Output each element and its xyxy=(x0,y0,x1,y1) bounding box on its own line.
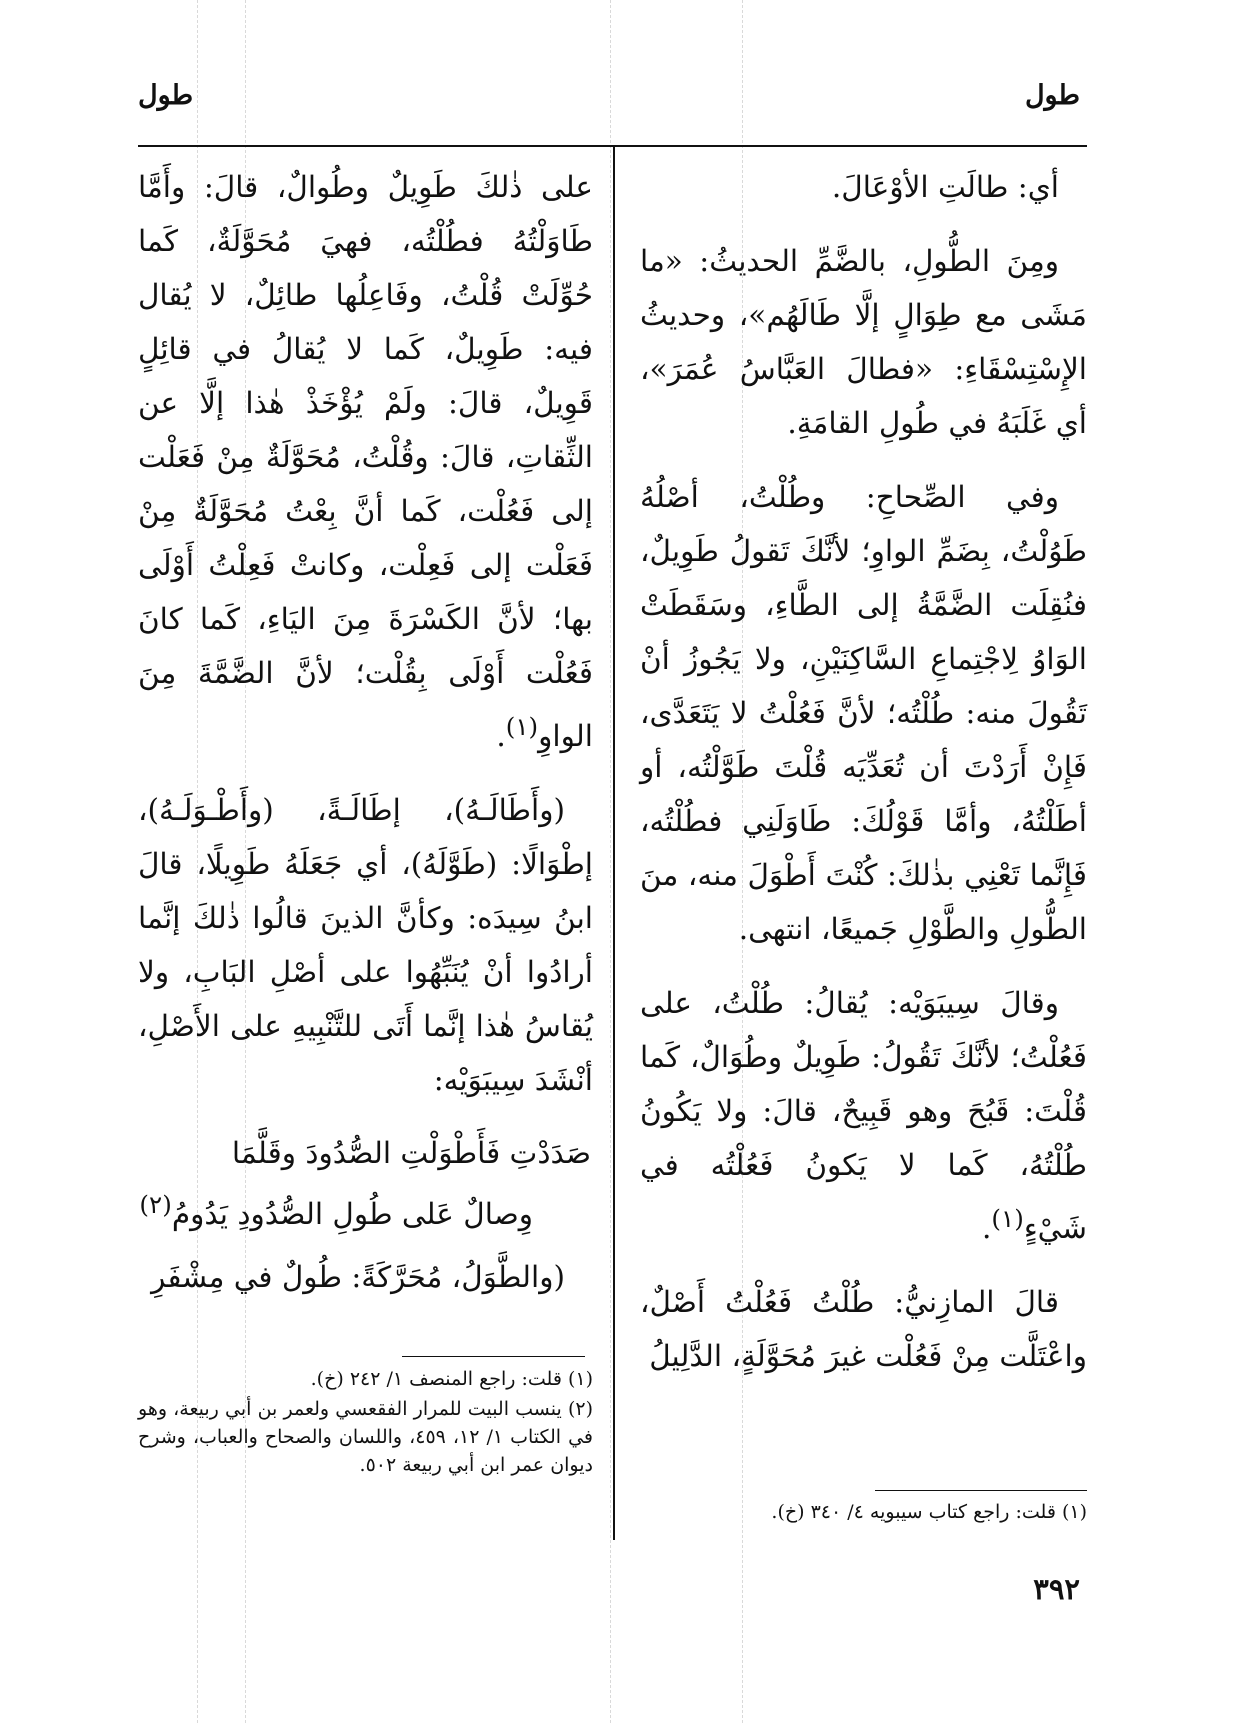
running-head-left: طول xyxy=(138,80,194,111)
verse-text: وِصالٌ عَلى طُولِ الصُّدُودِ يَدُومُ xyxy=(171,1196,533,1231)
footnote-rule-right xyxy=(875,1490,1087,1491)
column-divider xyxy=(613,145,615,1540)
paragraph: وفي الصِّحاحِ: وطُلْتُ، أصْلُهُ طَوُلْتُ، بِضَمِّ الواوِ؛ لأنَّكَ تَقولُ طَوِيلٌ، فنُقِلَت الضَّمَّةُ إلى الطَّاءِ، وسَقَطَتْ الوَاوُ لِاجْتِماعِ السَّاكِنَيْنِ، ولا يَجُوزُ أنْ تَقُولَ منه: طُلْتُه؛ لأنَّ فَعُلْتُ لا يَتَعَدَّى، فَإِنْ أَرَدْتَ أن تُعَدِّيَه قُلْتَ طَوَّلْتُه، أو أطَلْتُهُ، وأمَّا قَوْلُكَ: طَاوَلَنِي فطُلْتُه، فَإِنَّما تَعْنِي بذٰلكَ: كُنْتَ أَطْوَلَ منه، منَ الطُّولِ والطَّوْلِ جَميعًا، انتهى. xyxy=(640,480,1087,946)
paragraph: (وأَطَالَـهُ)، إطَالَـةً، (وأَطْـوَلَـهُ)، إطْوَالًا: (طَوَّلَهُ)، أي جَعَلَهُ طَوِيلًا، قالَ ابنُ سِيدَه: وكأنَّ الذينَ قالُوا ذٰلكَ إنَّما أرادُوا أنْ يُنَبِّهُوا على أصْلِ البَابِ، ولا يُقاسُ هٰذا إنَّما أَتَى للتَّنْبِيهِ على الأَصْلِ، أنْشَدَ سِيبَوَيْه: xyxy=(138,792,593,1097)
footnote: (١) قلت: راجع كتاب سيبويه ٤/ ٣٤٠ (خ). xyxy=(771,1501,1087,1523)
page-number: ٣٩٢ xyxy=(1033,1572,1080,1606)
footnotes-right xyxy=(640,1498,1087,1528)
footnote-ref: (١) xyxy=(991,1204,1024,1233)
paragraph: ومِنَ الطُّولِ، بالضَّمِّ الحديثُ: «ما مَشَى مع طِوَالٍ إلَّا طَالَهُم»، وحديثُ الإِسْتِسْقَاءِ: «فطالَ العَبَّاسُ عُمَرَ»، أي غَلَبَهُ في طُولِ القامَةِ. xyxy=(640,244,1087,440)
paragraph-end: . xyxy=(496,718,506,753)
paragraph: (والطَّوَلُ، مُحَرَّكَةً: طُولٌ في مِشْفَرِ xyxy=(151,1259,565,1294)
left-column xyxy=(138,160,593,1324)
paragraph: قالَ المازِنيُّ: طُلْتُ فَعُلْتُ أَصْلٌ، واعْتَلَّت مِنْ فَعُلْت غيرَ مُحَوَّلَةٍ، الدَّلِيلُ xyxy=(640,1284,1087,1373)
right-column xyxy=(640,160,1087,1403)
footnote-ref: (٢) xyxy=(139,1189,172,1219)
footnote: (٢) ينسب البيت للمرار الفقعسي ولعمر بن أبي ربيعة، وهو في الكتاب ١/ ١٢، ٤٥٩، واللسان والصحاح والعباب، وشرح ديوان عمر ابن أبي ربيعة ٥٠٢. xyxy=(138,1398,594,1476)
footnotes-left xyxy=(138,1365,593,1481)
footnote-ref: (١) xyxy=(505,712,539,741)
scan-fold-line xyxy=(610,0,611,1723)
paragraph-text: وقالَ سِيبَوَيْه: يُقالُ: طُلْتُ، على فَعُلْتُ؛ لأنَّكَ تَقُولُ: طَوِيلٌ وطُوَالٌ، كَما قُلْتَ: قَبُحَ وهو قَبِيحٌ، قالَ: ولا يَكُونُ طُلْتُهُ، كَما لا يَكونُ فَعُلْتُه في شَيْءٍ xyxy=(640,986,1087,1245)
paragraph xyxy=(640,976,1087,1255)
paragraph xyxy=(138,160,593,763)
poetry-verse xyxy=(138,1127,593,1240)
paragraph-text: على ذٰلكَ طَوِيلٌ وطُوالٌ، قالَ: وأَمَّا طَاوَلْتُهُ فطُلْتُه، فهيَ مُحَوَّلَةٌ، كَما حُوِّلَتْ قُلْتُ، وفَاعِلُها طائِلٌ، لا يُقال فيه: طَوِيلٌ، كَما لا يُقالُ في قائِلٍ قَوِيلٌ، قالَ: ولَمْ يُؤْخَذْ هٰذا إلَّا عن الثِّقاتِ، قالَ: وقُلْتُ، مُحَوَّلَةٌ مِنْ فَعَلْت إلى فَعُلْت، كَما أنَّ بِعْتُ مُحَوَّلَةٌ مِنْ فَعَلْت إلى فَعِلْت، وكانتْ فَعِلْتُ أَوْلَى بها؛ لأنَّ الكَسْرَةَ مِنَ اليَاءِ، كَما كانَ فَعُلْت أَوْلَى بِقُلْت؛ لأنَّ الضَّمَّةَ مِنَ الواوِ xyxy=(138,170,593,753)
verse-first-hemistich: صَدَدْتِ فَأَطْوَلْتِ الصُّدُودَ وقَلَّمَا xyxy=(231,1135,591,1170)
paragraph-end: . xyxy=(982,1210,992,1245)
footnote: (١) قلت: راجع المنصف ١/ ٢٤٢ (خ). xyxy=(310,1368,593,1390)
footnote-rule-left xyxy=(402,1356,585,1357)
paragraph: أي: طالَتِ الأوْعَالَ. xyxy=(831,170,1059,204)
verse-second-hemistich xyxy=(138,1179,593,1240)
running-head-right: طول xyxy=(1024,80,1080,111)
